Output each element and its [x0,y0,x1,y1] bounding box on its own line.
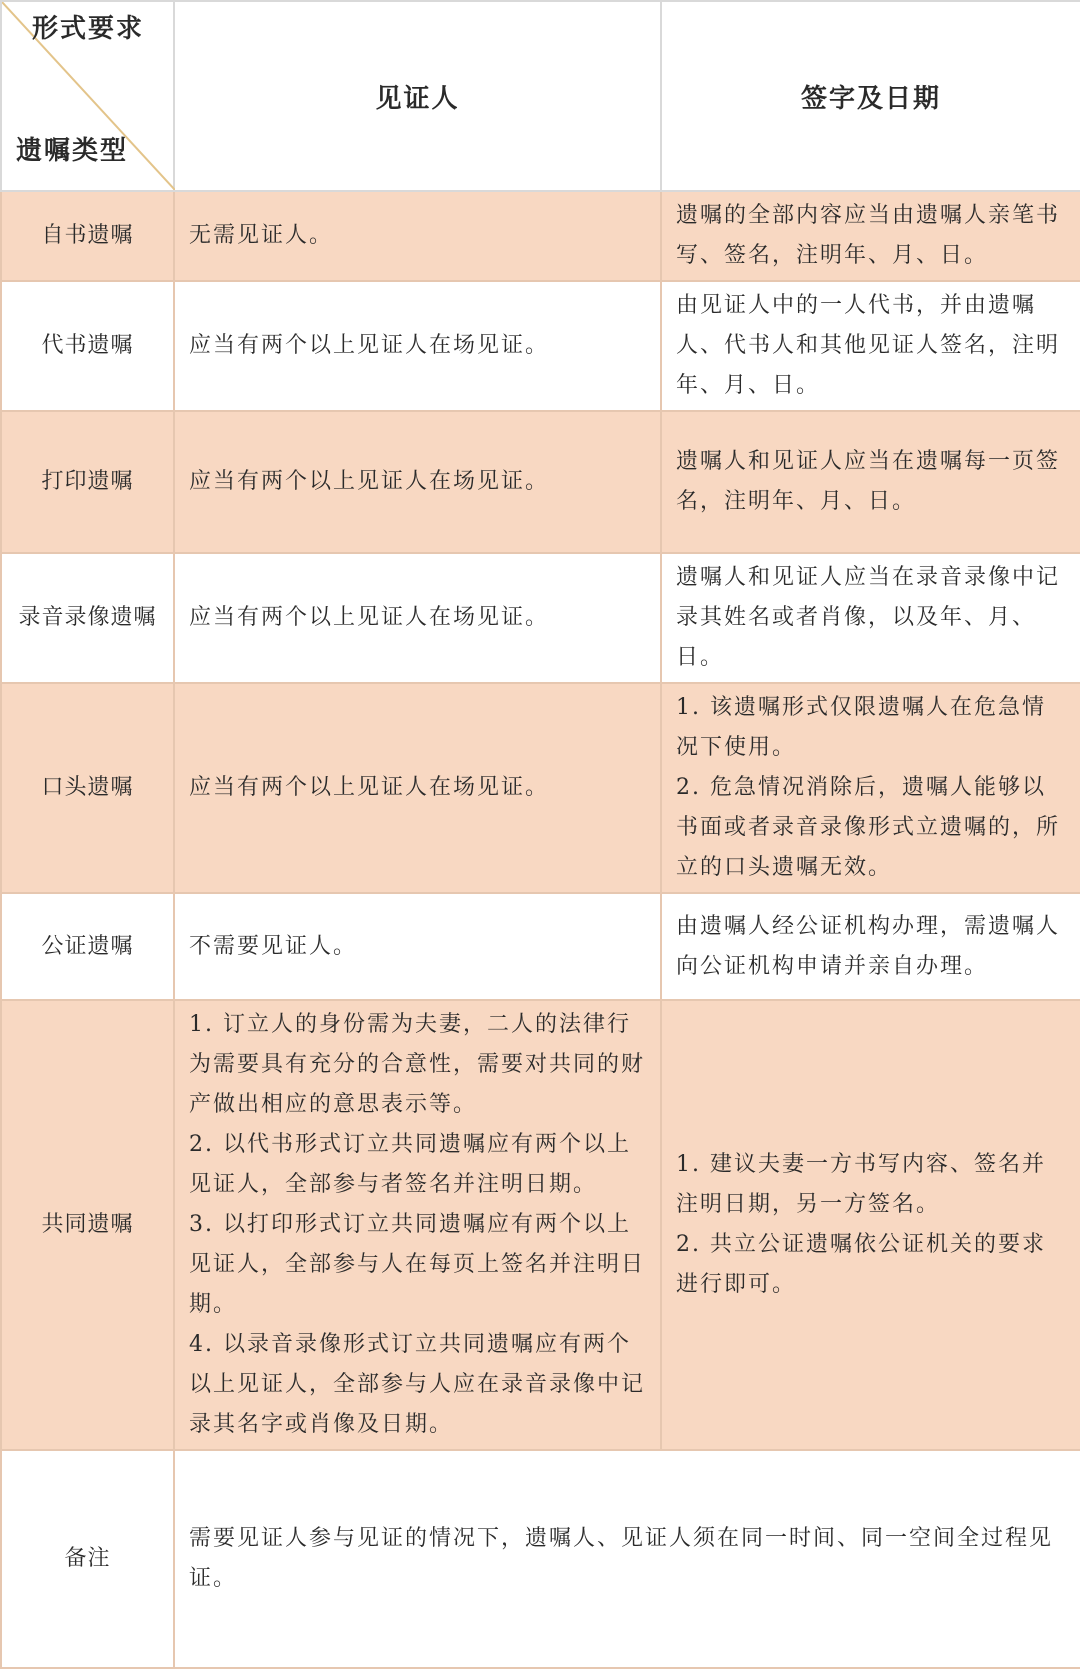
will-type-cell: 打印遗嘱 [1,411,174,553]
witness-cell: 应当有两个以上见证人在场见证。 [174,411,661,553]
witness-cell: 不需要见证人。 [174,893,661,1000]
table-row [1,553,1080,683]
witness-cell: 无需见证人。 [174,191,661,281]
signature-cell: 遗嘱人和见证人应当在遗嘱每一页签名，注明年、月、日。 [661,411,1080,553]
witness-cell: 1. 订立人的身份需为夫妻，二人的法律行为需要具有充分的合意性，需要对共同的财产做出相应的意思表示等。 2. 以代书形式订立共同遗嘱应有两个以上见证人，全部参与者签名并注明日期。 3. 以打印形式订立共同遗嘱应有两个以上见证人，全部参与人在每页上签名并注明日期。 4. 以录音录像形式订立共同遗嘱应有两个以上见证人，全部参与人应在录音录像中记录其名字或肖像及日期。 [174,1000,661,1450]
will-type-cell: 录音录像遗嘱 [1,553,174,683]
signature-cell: 1. 建议夫妻一方书写内容、签名并注明日期，另一方签名。 2. 共立公证遗嘱依公证机关的要求进行即可。 [661,1000,1080,1450]
table-row [1,1000,1080,1450]
signature-cell: 由见证人中的一人代书，并由遗嘱人、代书人和其他见证人签名，注明年、月、日。 [661,281,1080,411]
signature-column-header: 签字及日期 [661,1,1080,191]
witness-column-header: 见证人 [174,1,661,191]
signature-cell: 遗嘱人和见证人应当在录音录像中记录其姓名或者肖像，以及年、月、日。 [661,553,1080,683]
will-type-cell: 口头遗嘱 [1,683,174,893]
will-type-cell: 公证遗嘱 [1,893,174,1000]
will-type-cell: 共同遗嘱 [1,1000,174,1450]
table-row [1,411,1080,553]
table-row [1,893,1080,1000]
witness-cell: 应当有两个以上见证人在场见证。 [174,553,661,683]
witness-cell: 应当有两个以上见证人在场见证。 [174,683,661,893]
remark-text-cell: 需要见证人参与见证的情况下，遗嘱人、见证人须在同一时间、同一空间全过程见证。 [174,1450,1080,1668]
header-row [1,1,1080,191]
remark-label-cell: 备注 [1,1450,174,1668]
signature-cell: 由遗嘱人经公证机构办理，需遗嘱人向公证机构申请并亲自办理。 [661,893,1080,1000]
witness-cell: 应当有两个以上见证人在场见证。 [174,281,661,411]
table-row [1,683,1080,893]
table-row [1,281,1080,411]
corner-header-cell [1,1,174,191]
remark-row [1,1450,1080,1668]
signature-cell: 1. 该遗嘱形式仅限遗嘱人在危急情况下使用。 2. 危急情况消除后，遗嘱人能够以书面或者录音录像形式立遗嘱的，所立的口头遗嘱无效。 [661,683,1080,893]
will-type-cell: 自书遗嘱 [1,191,174,281]
corner-top-label: 形式要求 [32,14,145,44]
table-row [1,191,1080,281]
signature-cell: 遗嘱的全部内容应当由遗嘱人亲笔书写、签名，注明年、月、日。 [661,191,1080,281]
will-type-cell: 代书遗嘱 [1,281,174,411]
corner-bottom-label: 遗嘱类型 [16,136,129,166]
